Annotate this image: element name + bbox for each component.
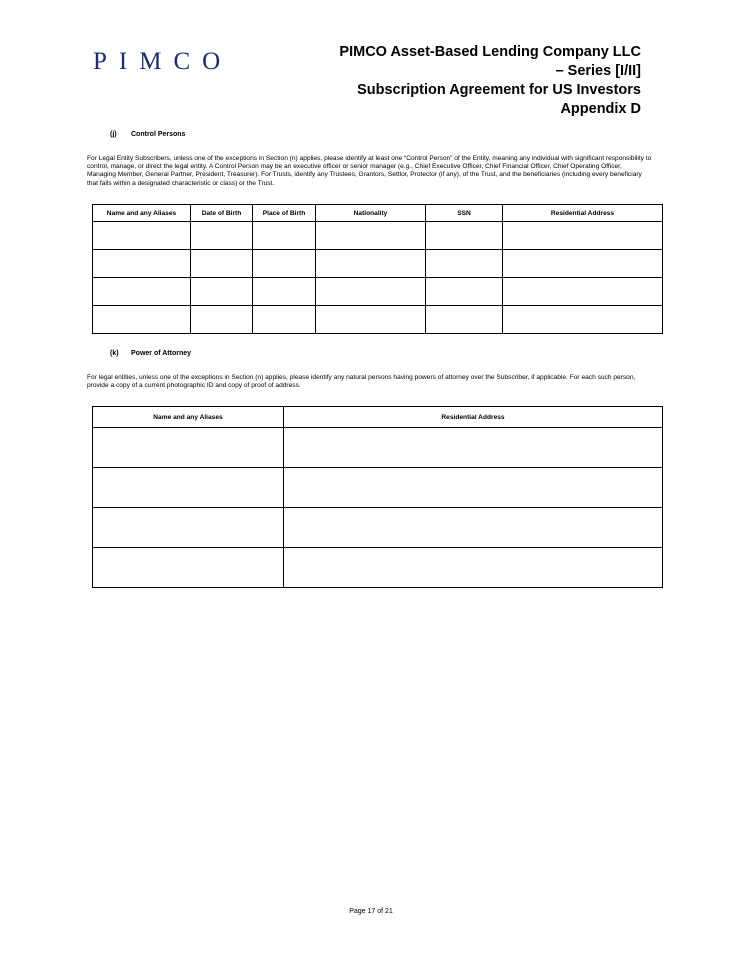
- table-cell[interactable]: [253, 250, 316, 278]
- column-header: Name and any Aliases: [93, 205, 191, 222]
- column-header: Place of Birth: [253, 205, 316, 222]
- table-row: [93, 508, 663, 548]
- table-cell[interactable]: [284, 468, 663, 508]
- table-cell[interactable]: [191, 222, 253, 250]
- table-cell[interactable]: [316, 250, 426, 278]
- table-cell[interactable]: [93, 278, 191, 306]
- table-cell[interactable]: [426, 250, 503, 278]
- table-header-row: [93, 205, 663, 222]
- table-cell[interactable]: [93, 250, 191, 278]
- power-of-attorney-table: [92, 406, 663, 588]
- table-cell[interactable]: [316, 278, 426, 306]
- table-cell[interactable]: [191, 250, 253, 278]
- table-cell[interactable]: [503, 250, 663, 278]
- page-number: Page 17 of 21: [349, 908, 393, 915]
- table-header-row: [93, 407, 663, 428]
- table-row: [93, 222, 663, 250]
- table-cell[interactable]: [316, 306, 426, 334]
- control-persons-table: [92, 204, 663, 334]
- column-header: Date of Birth: [191, 205, 253, 222]
- table-row: [93, 250, 663, 278]
- table-row: [93, 468, 663, 508]
- section-j-number: (j): [110, 131, 117, 138]
- table-cell[interactable]: [253, 278, 316, 306]
- table-cell[interactable]: [426, 306, 503, 334]
- pimco-logo: PIMCO: [93, 48, 233, 75]
- table-cell[interactable]: [426, 278, 503, 306]
- section-j-paragraph: For Legal Entity Subscribers, unless one of the exceptions in Section (n) applies, please identify at least one “Control Person” of the Entity, meaning any individual with significant responsibility to control, manage, or direct the legal entity. A Control Person may be an executive officer or senior manager (e.g., Chief Executive Officer, Chief Financial Officer, Chief Operating Officer, Managing Member, General Partner, President, Treasurer). For Trusts, identify any Trustees, Grantors, Settlor, Protector (if any), of the Trust, and the beneficiaries (including every beneficiary that falls within a designated characteristic or class) or the Trust.: [87, 155, 652, 187]
- column-header: Nationality: [316, 205, 426, 222]
- table-row: [93, 306, 663, 334]
- column-header: Residential Address: [284, 407, 663, 428]
- table-cell[interactable]: [93, 306, 191, 334]
- column-header: SSN: [426, 205, 503, 222]
- table-row: [93, 548, 663, 588]
- table-row: [93, 428, 663, 468]
- table-cell[interactable]: [284, 428, 663, 468]
- section-j-title: Control Persons: [131, 131, 186, 138]
- section-k-paragraph: For legal entities, unless one of the exceptions in Section (n) applies, please identify any natural persons having powers of attorney over the Subscriber, if applicable. For each such person, provide a copy of a current photographic ID and copy of proof of address.: [87, 374, 636, 390]
- column-header: Residential Address: [503, 205, 663, 222]
- section-k-number: (k): [110, 350, 119, 357]
- table-cell[interactable]: [284, 548, 663, 588]
- table-cell[interactable]: [503, 278, 663, 306]
- table-cell[interactable]: [426, 222, 503, 250]
- table-cell[interactable]: [93, 548, 284, 588]
- table-row: [93, 278, 663, 306]
- table-cell[interactable]: [253, 222, 316, 250]
- section-k-heading: [110, 350, 191, 357]
- title-line: Subscription Agreement for US Investors: [357, 82, 641, 98]
- column-header: Name and any Aliases: [93, 407, 284, 428]
- table-cell[interactable]: [253, 306, 316, 334]
- table-cell[interactable]: [191, 278, 253, 306]
- table-cell[interactable]: [316, 222, 426, 250]
- table-cell[interactable]: [503, 222, 663, 250]
- table-cell[interactable]: [191, 306, 253, 334]
- table-cell[interactable]: [93, 508, 284, 548]
- table-cell[interactable]: [503, 306, 663, 334]
- title-line: PIMCO Asset-Based Lending Company LLC: [339, 44, 641, 60]
- table-cell[interactable]: [93, 468, 284, 508]
- table-cell[interactable]: [284, 508, 663, 548]
- title-line: – Series [I/II]: [555, 63, 641, 79]
- section-k-title: Power of Attorney: [131, 350, 192, 357]
- title-line: Appendix D: [560, 101, 641, 117]
- section-j-heading: [110, 131, 185, 138]
- table-cell[interactable]: [93, 428, 284, 468]
- table-cell[interactable]: [93, 222, 191, 250]
- document-title: [339, 43, 641, 119]
